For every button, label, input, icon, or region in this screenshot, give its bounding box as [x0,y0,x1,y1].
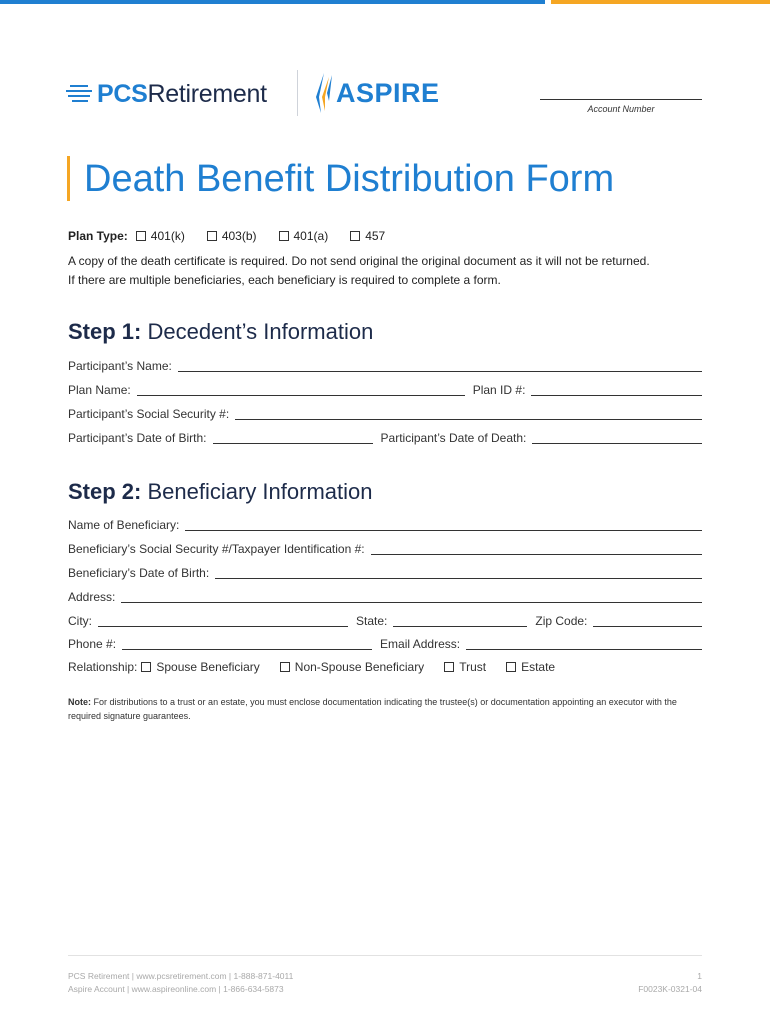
address-row [68,589,702,605]
step2-title: Beneficiary Information [147,479,373,504]
checkbox[interactable] [136,231,146,241]
phone-field[interactable] [122,637,372,650]
phone-email-row [68,636,702,652]
aspire-logo-text: ASPIRE [336,77,440,108]
footer-pcs-contact: PCS Retirement | www.pcsretirement.com | 1-888-871-4011 [68,971,294,981]
state-label: State: [356,614,388,628]
account-number-label: Account Number [587,104,655,114]
option-label: Non-Spouse Beneficiary [294,660,425,674]
beneficiary-ssn-field[interactable] [371,542,702,555]
page-number: 1 [697,971,702,981]
option-label: 457 [365,229,386,243]
option-label: Estate [521,660,556,674]
city-state-zip-row [68,613,702,629]
top-accent-bar-orange [551,0,770,4]
relationship-option-spouse[interactable] [141,660,259,674]
participant-dates-row [68,430,702,446]
step2-heading [68,478,372,506]
email-field[interactable] [466,637,702,650]
checkbox[interactable] [506,662,516,672]
zip-label: Zip Code: [535,614,588,628]
intro-line: A copy of the death certificate is required. Do not send original the original document as it will not be returned. [68,254,650,268]
relationship-row [68,660,575,674]
checkbox[interactable] [280,662,290,672]
beneficiary-dob-label: Beneficiary’s Date of Birth: [68,566,210,580]
option-label: 401(k) [150,229,185,243]
plan-id-label: Plan ID #: [472,383,526,397]
participant-ssn-label: Participant’s Social Security #: [68,407,230,421]
logo-divider [297,70,298,116]
participant-name-row [68,358,702,374]
address-label: Address: [68,590,116,604]
step2-number: Step 2: [68,479,142,504]
checkbox[interactable] [444,662,454,672]
relationship-label: Relationship: [68,660,138,674]
participant-name-field[interactable] [178,359,702,372]
aspire-flame-icon [312,71,334,115]
step1-heading [68,318,373,346]
state-field[interactable] [393,614,527,627]
beneficiary-dob-field[interactable] [215,566,702,579]
footer-divider [68,955,702,956]
form-code: F0023K-0321-04 [638,984,702,994]
plan-type-row [68,228,407,244]
city-label: City: [68,614,92,628]
participant-name-label: Participant’s Name: [68,359,172,373]
form-title: Death Benefit Distribution Form [84,158,615,200]
checkbox[interactable] [141,662,151,672]
relationship-option-non-spouse[interactable] [280,660,424,674]
option-label: 401(a) [293,229,329,243]
pcs-lines-icon [66,83,94,105]
plan-name-row [68,382,702,398]
option-label: Spouse Beneficiary [156,660,260,674]
beneficiary-ssn-label: Beneficiary’s Social Security #/Taxpayer Identification #: [68,542,365,556]
intro-line: If there are multiple beneficiaries, each beneficiary is required to complete a form. [68,273,501,287]
participant-dob-label: Participant’s Date of Birth: [68,431,207,445]
plan-type-option-403b[interactable] [207,228,257,244]
plan-type-option-457[interactable] [350,228,385,244]
checkbox[interactable] [350,231,360,241]
note-text: For distributions to a trust or an estate, you must enclose documentation indicating the trustee(s) or documentation appointing an executor with the required signature guarantees. [68,697,677,721]
checkbox[interactable] [279,231,289,241]
intro-paragraph [68,252,708,290]
plan-type-option-401k[interactable] [136,228,185,244]
footer-aspire-contact: Aspire Account | www.aspireonline.com | 1-866-634-5873 [68,984,284,994]
plan-type-label: Plan Type: [68,229,128,243]
note-label: Note: [68,697,91,707]
plan-name-label: Plan Name: [68,383,131,397]
note [68,695,702,723]
phone-label: Phone #: [68,637,117,651]
zip-field[interactable] [593,614,702,627]
participant-ssn-field[interactable] [235,407,702,420]
pcs-retirement-logo [66,78,267,110]
email-label: Email Address: [380,637,461,651]
relationship-option-trust[interactable] [444,660,486,674]
participant-dod-label: Participant’s Date of Death: [380,431,527,445]
participant-ssn-row [68,406,702,422]
beneficiary-ssn-row [68,541,702,557]
step1-title: Decedent’s Information [147,319,374,344]
option-label: 403(b) [221,229,257,243]
plan-type-option-401a[interactable] [279,228,329,244]
title-accent-bar [67,156,70,201]
plan-name-field[interactable] [137,383,465,396]
footer-contacts [68,970,293,996]
pcs-logo-text: PCSRetirement [97,80,267,108]
option-label: Trust [459,660,487,674]
participant-dob-field[interactable] [213,431,373,444]
aspire-logo [312,70,440,116]
address-field[interactable] [121,590,702,603]
beneficiary-name-label: Name of Beneficiary: [68,518,180,532]
checkbox[interactable] [207,231,217,241]
top-accent-bar-blue [0,0,545,4]
beneficiary-name-row [68,517,702,533]
beneficiary-name-field[interactable] [185,518,702,531]
account-number-field[interactable] [540,99,702,100]
city-field[interactable] [98,614,348,627]
beneficiary-dob-row [68,565,702,581]
step1-number: Step 1: [68,319,142,344]
footer-page-info [638,970,702,996]
plan-id-field[interactable] [531,383,702,396]
participant-dod-field[interactable] [532,431,702,444]
relationship-option-estate[interactable] [506,660,555,674]
